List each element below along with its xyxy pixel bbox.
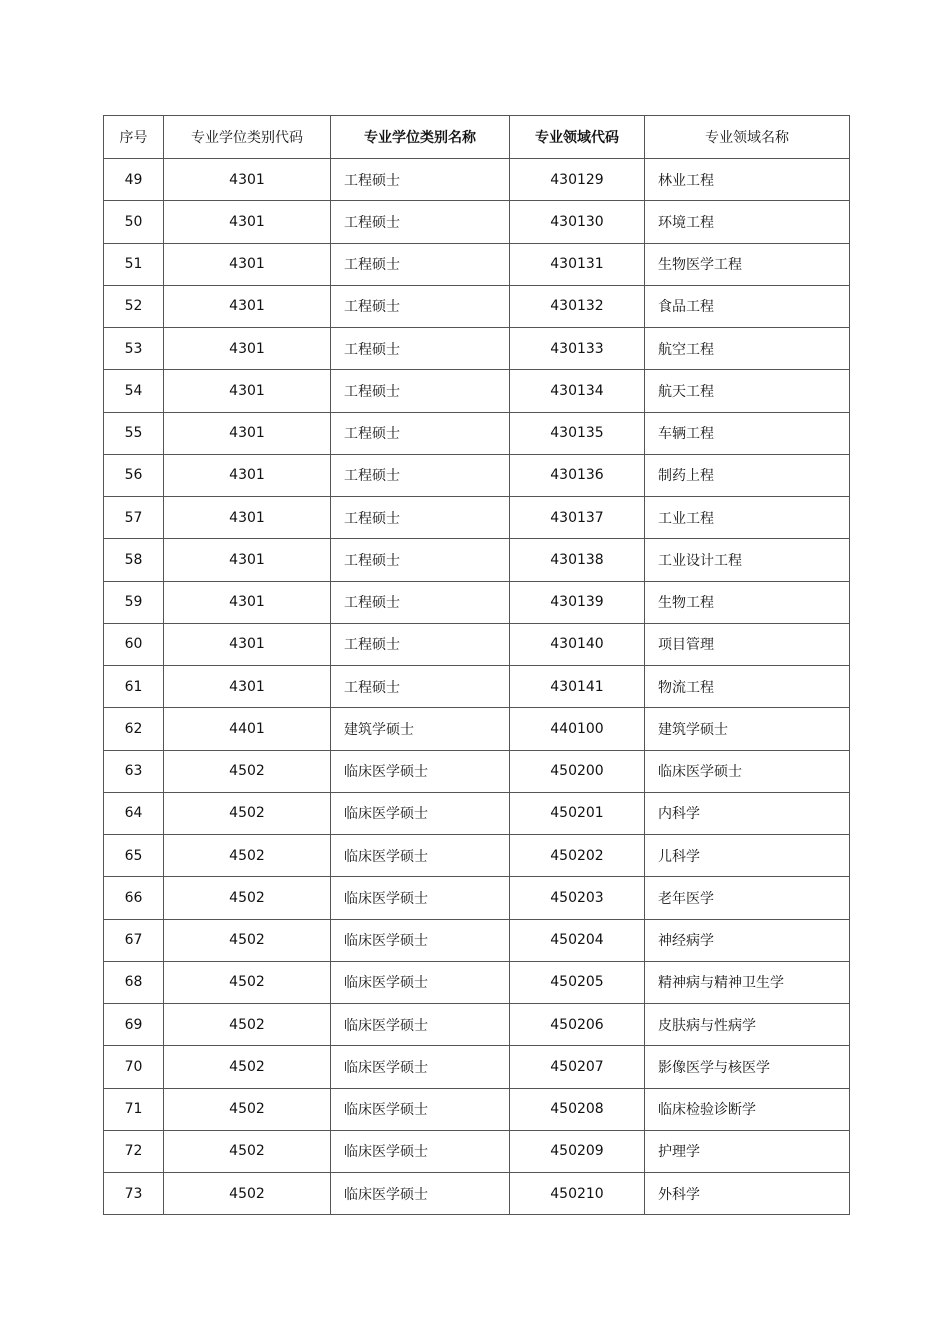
- cell-category-code: 4502: [164, 1088, 331, 1130]
- cell-field-name: 护理学: [645, 1130, 850, 1172]
- cell-serial-number: 52: [104, 285, 164, 327]
- cell-serial-number: 66: [104, 877, 164, 919]
- cell-field-code: 450205: [510, 961, 645, 1003]
- cell-field-name: 神经病学: [645, 919, 850, 961]
- cell-field-name: 林业工程: [645, 159, 850, 201]
- cell-serial-number: 62: [104, 708, 164, 750]
- cell-category-code: 4502: [164, 835, 331, 877]
- cell-field-code: 430135: [510, 412, 645, 454]
- cell-category-name: 工程硕士: [331, 201, 510, 243]
- cell-category-code: 4301: [164, 623, 331, 665]
- table-row: [104, 623, 850, 665]
- document-page: [103, 115, 849, 1215]
- table-row: [104, 919, 850, 961]
- cell-category-name: 建筑学硕士: [331, 708, 510, 750]
- cell-category-name: 临床医学硕士: [331, 835, 510, 877]
- cell-field-code: 450209: [510, 1130, 645, 1172]
- cell-field-code: 450204: [510, 919, 645, 961]
- cell-field-name: 外科学: [645, 1173, 850, 1215]
- header-category-code: 专业学位类别代码: [164, 116, 331, 159]
- cell-field-code: 430129: [510, 159, 645, 201]
- cell-field-name: 项目管理: [645, 623, 850, 665]
- major-field-table: [103, 115, 850, 1215]
- cell-field-code: 450201: [510, 792, 645, 834]
- cell-field-name: 临床检验诊断学: [645, 1088, 850, 1130]
- table-row: [104, 201, 850, 243]
- table-row: [104, 666, 850, 708]
- cell-field-code: 450208: [510, 1088, 645, 1130]
- cell-category-name: 临床医学硕士: [331, 1088, 510, 1130]
- cell-serial-number: 61: [104, 666, 164, 708]
- cell-field-name: 航空工程: [645, 328, 850, 370]
- cell-category-name: 工程硕士: [331, 581, 510, 623]
- table-row: [104, 285, 850, 327]
- table-row: [104, 877, 850, 919]
- cell-category-code: 4301: [164, 539, 331, 581]
- table-row: [104, 708, 850, 750]
- table-row: [104, 1130, 850, 1172]
- table-row: [104, 370, 850, 412]
- table-row: [104, 539, 850, 581]
- table-row: [104, 497, 850, 539]
- table-row: [104, 412, 850, 454]
- cell-serial-number: 50: [104, 201, 164, 243]
- cell-field-code: 430136: [510, 454, 645, 496]
- cell-field-code: 430138: [510, 539, 645, 581]
- table-row: [104, 1004, 850, 1046]
- cell-field-code: 450203: [510, 877, 645, 919]
- cell-category-name: 工程硕士: [331, 623, 510, 665]
- cell-category-name: 临床医学硕士: [331, 961, 510, 1003]
- cell-field-code: 450202: [510, 835, 645, 877]
- cell-serial-number: 71: [104, 1088, 164, 1130]
- cell-field-code: 430140: [510, 623, 645, 665]
- cell-category-code: 4502: [164, 919, 331, 961]
- cell-serial-number: 55: [104, 412, 164, 454]
- header-serial-number: 序号: [104, 116, 164, 159]
- cell-field-name: 建筑学硕士: [645, 708, 850, 750]
- cell-category-code: 4401: [164, 708, 331, 750]
- cell-field-name: 老年医学: [645, 877, 850, 919]
- cell-category-code: 4301: [164, 497, 331, 539]
- cell-category-name: 工程硕士: [331, 412, 510, 454]
- cell-category-name: 工程硕士: [331, 159, 510, 201]
- cell-serial-number: 49: [104, 159, 164, 201]
- cell-field-code: 450200: [510, 750, 645, 792]
- cell-field-name: 工业工程: [645, 497, 850, 539]
- cell-field-code: 430133: [510, 328, 645, 370]
- cell-field-name: 影像医学与核医学: [645, 1046, 850, 1088]
- cell-category-code: 4502: [164, 961, 331, 1003]
- cell-serial-number: 53: [104, 328, 164, 370]
- cell-field-name: 物流工程: [645, 666, 850, 708]
- cell-category-name: 工程硕士: [331, 666, 510, 708]
- table-row: [104, 835, 850, 877]
- table-body: [104, 159, 850, 1215]
- cell-category-code: 4301: [164, 581, 331, 623]
- table-row: [104, 1088, 850, 1130]
- cell-field-name: 临床医学硕士: [645, 750, 850, 792]
- table-row: [104, 961, 850, 1003]
- cell-category-code: 4301: [164, 159, 331, 201]
- table-row: [104, 328, 850, 370]
- cell-field-name: 内科学: [645, 792, 850, 834]
- cell-field-name: 制药上程: [645, 454, 850, 496]
- cell-field-name: 航天工程: [645, 370, 850, 412]
- cell-category-name: 临床医学硕士: [331, 919, 510, 961]
- table-row: [104, 243, 850, 285]
- cell-serial-number: 69: [104, 1004, 164, 1046]
- cell-serial-number: 70: [104, 1046, 164, 1088]
- cell-field-name: 工业设计工程: [645, 539, 850, 581]
- cell-category-code: 4301: [164, 328, 331, 370]
- cell-category-name: 临床医学硕士: [331, 1004, 510, 1046]
- cell-serial-number: 68: [104, 961, 164, 1003]
- cell-serial-number: 54: [104, 370, 164, 412]
- cell-category-code: 4301: [164, 201, 331, 243]
- cell-category-code: 4502: [164, 1004, 331, 1046]
- header-category-name: 专业学位类别名称: [331, 116, 510, 159]
- cell-serial-number: 58: [104, 539, 164, 581]
- cell-field-code: 430132: [510, 285, 645, 327]
- table-row: [104, 159, 850, 201]
- cell-field-code: 430139: [510, 581, 645, 623]
- cell-category-code: 4502: [164, 1173, 331, 1215]
- cell-serial-number: 51: [104, 243, 164, 285]
- cell-field-code: 430134: [510, 370, 645, 412]
- cell-field-code: 430130: [510, 201, 645, 243]
- cell-category-name: 临床医学硕士: [331, 877, 510, 919]
- cell-field-name: 精神病与精神卫生学: [645, 961, 850, 1003]
- cell-field-code: 450207: [510, 1046, 645, 1088]
- cell-serial-number: 67: [104, 919, 164, 961]
- cell-category-name: 临床医学硕士: [331, 792, 510, 834]
- cell-serial-number: 60: [104, 623, 164, 665]
- cell-serial-number: 72: [104, 1130, 164, 1172]
- cell-category-code: 4502: [164, 1130, 331, 1172]
- cell-serial-number: 56: [104, 454, 164, 496]
- header-field-code: 专业领域代码: [510, 116, 645, 159]
- cell-category-name: 工程硕士: [331, 370, 510, 412]
- table-header-row: [104, 116, 850, 159]
- cell-field-code: 430131: [510, 243, 645, 285]
- cell-serial-number: 63: [104, 750, 164, 792]
- table-row: [104, 1173, 850, 1215]
- cell-serial-number: 64: [104, 792, 164, 834]
- table-row: [104, 454, 850, 496]
- cell-category-name: 工程硕士: [331, 285, 510, 327]
- cell-category-code: 4301: [164, 243, 331, 285]
- cell-category-code: 4502: [164, 877, 331, 919]
- cell-field-name: 车辆工程: [645, 412, 850, 454]
- cell-category-code: 4301: [164, 285, 331, 327]
- header-field-name: 专业领域名称: [645, 116, 850, 159]
- table-row: [104, 1046, 850, 1088]
- cell-field-name: 儿科学: [645, 835, 850, 877]
- cell-serial-number: 57: [104, 497, 164, 539]
- cell-serial-number: 59: [104, 581, 164, 623]
- cell-field-code: 440100: [510, 708, 645, 750]
- cell-field-name: 皮肤病与性病学: [645, 1004, 850, 1046]
- cell-category-code: 4502: [164, 792, 331, 834]
- cell-field-name: 生物工程: [645, 581, 850, 623]
- cell-category-name: 临床医学硕士: [331, 1130, 510, 1172]
- cell-category-code: 4502: [164, 1046, 331, 1088]
- cell-serial-number: 65: [104, 835, 164, 877]
- cell-field-name: 食品工程: [645, 285, 850, 327]
- cell-category-name: 工程硕士: [331, 539, 510, 581]
- cell-category-code: 4301: [164, 666, 331, 708]
- cell-category-code: 4301: [164, 412, 331, 454]
- cell-category-code: 4502: [164, 750, 331, 792]
- cell-category-code: 4301: [164, 370, 331, 412]
- cell-field-code: 430141: [510, 666, 645, 708]
- cell-category-name: 临床医学硕士: [331, 1046, 510, 1088]
- cell-category-name: 工程硕士: [331, 497, 510, 539]
- cell-field-name: 生物医学工程: [645, 243, 850, 285]
- cell-category-code: 4301: [164, 454, 331, 496]
- cell-category-name: 工程硕士: [331, 454, 510, 496]
- cell-category-name: 临床医学硕士: [331, 750, 510, 792]
- cell-field-code: 430137: [510, 497, 645, 539]
- cell-category-name: 工程硕士: [331, 243, 510, 285]
- cell-field-name: 环境工程: [645, 201, 850, 243]
- table-row: [104, 581, 850, 623]
- table-row: [104, 792, 850, 834]
- table-row: [104, 750, 850, 792]
- cell-category-name: 工程硕士: [331, 328, 510, 370]
- cell-category-name: 临床医学硕士: [331, 1173, 510, 1215]
- cell-field-code: 450206: [510, 1004, 645, 1046]
- cell-serial-number: 73: [104, 1173, 164, 1215]
- cell-field-code: 450210: [510, 1173, 645, 1215]
